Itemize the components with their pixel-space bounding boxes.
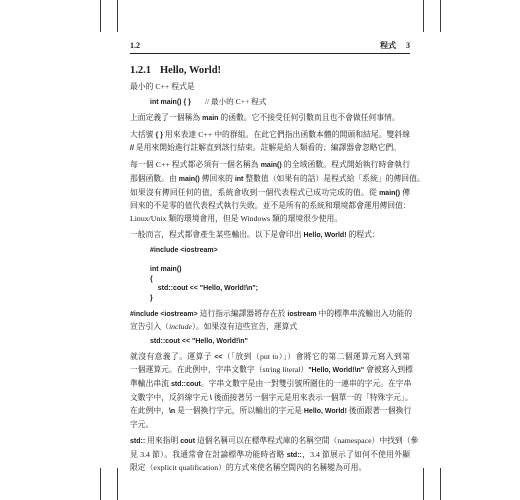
- body-text: [130, 81, 425, 475]
- code-group: [150, 337, 410, 347]
- paragraph-line: [130, 364, 413, 378]
- text-run: 宣告引入（: [130, 322, 169, 332]
- paragraph-line: [130, 392, 413, 406]
- paragraph-line: [130, 449, 410, 463]
- text-run: ）。如果沒有這些宣告，運算式: [191, 322, 298, 332]
- page-number: 3: [406, 41, 410, 50]
- paragraph: [130, 129, 410, 156]
- text-run: 就沒有意義了。運算子: [130, 351, 215, 361]
- text-run: 那個函數。由: [130, 174, 179, 184]
- section-heading: [130, 64, 410, 78]
- inline-code-term: <<: [214, 353, 223, 361]
- text-run: 。字串文數字是由一對雙引號所圍住的一連串的字元。在字串: [200, 379, 412, 389]
- paragraph-line: [130, 159, 410, 173]
- text-run: 的全域函數。程式開始執行時會執行: [281, 160, 410, 170]
- paragraph-line: [130, 351, 410, 365]
- text-run: 限定（explicit qualification）的方式來使名稱空間內的名稱變為可用。: [130, 463, 367, 473]
- paragraph-line: [130, 173, 425, 187]
- code-group: [150, 97, 410, 108]
- text-run: 的程式：: [346, 229, 380, 239]
- text-run: 每一個 C++ 程式都必須有一個名稱為: [130, 160, 261, 170]
- code-line: [150, 275, 410, 285]
- inline-code-term: Hello, World!: [303, 408, 347, 416]
- text-run: 後面接著另一個字元是用來表示一個單一的「特殊字元」。: [211, 392, 413, 402]
- crop-mark-top-left-inner: [117, 0, 118, 32]
- inline-code-term: int: [234, 176, 244, 184]
- crop-mark-bottom-left-outer: [100, 468, 101, 500]
- text-run: 如果沒有傳回任何的值，系統會收到一個代表程式已成功完成的值。從: [130, 187, 380, 197]
- text-run: 是一個換行字元，所以輸出的字元是: [175, 406, 304, 416]
- running-head: [130, 39, 410, 54]
- paragraph-line: [130, 419, 410, 432]
- text-run: 用來表達 C++ 中的群組。在此它們指出函數本體的開頭和結尾。雙斜線: [162, 129, 410, 139]
- code-listing: [150, 246, 410, 304]
- inline-code-term: #include <iostream>: [130, 310, 198, 318]
- code-text: std::cout << "Hello, World!\n";: [150, 285, 259, 293]
- paragraph-line: [130, 462, 410, 475]
- crop-mark-bottom-right-outer: [440, 468, 441, 500]
- code-comment: // 最小的 C++ 程式: [204, 97, 267, 107]
- crop-mark-bottom-left-inner: [117, 468, 118, 500]
- text-run: 見 3.4 節）。我通常會在討論標準功能時省略: [130, 449, 287, 459]
- text-run: 整數值（如果有的話）是程式給「系統」的傳回值。: [243, 174, 425, 184]
- inline-code-term: main(): [178, 176, 200, 184]
- section-number: 1.2.1: [130, 65, 151, 76]
- code-listing: [150, 337, 410, 347]
- paragraph: [130, 351, 413, 432]
- text-run: 這個名稱可以在標準程式庫的名稱空間（namespace）中找到（參: [195, 435, 419, 445]
- text-run: Linux/Unix 類的環境會用，但是 Windows 類的環境很少使用。: [130, 213, 343, 223]
- page-content: [130, 64, 425, 478]
- inline-code-term: iostream: [287, 310, 317, 318]
- inline-code-term: std::cout: [170, 381, 201, 389]
- text-run: 文數字中，反斜線字元: [130, 392, 210, 402]
- text-run: 最小的 C++ 程式是: [130, 82, 195, 91]
- text-run: 準輸出串流: [130, 379, 171, 389]
- text-run: 後面跟著一個換行: [346, 406, 412, 416]
- code-text: #include <iostream>: [150, 247, 218, 255]
- code-text: int main() { }: [150, 99, 191, 107]
- code-line: [150, 246, 410, 256]
- inline-code-term: main(): [260, 162, 282, 170]
- text-run: 傳回來的: [199, 174, 235, 184]
- inline-code-term: main: [202, 114, 219, 122]
- paragraph-line: [130, 187, 410, 201]
- text-run: 中的標準串流輸出入功能的: [316, 308, 413, 318]
- emphasis-term: include: [168, 322, 192, 332]
- inline-code-term: Hello, World!: [303, 231, 347, 239]
- text-run: 會被寫入到標: [364, 365, 413, 375]
- section-title: Hello, World!: [160, 65, 222, 76]
- code-text: int main(): [150, 266, 182, 274]
- paragraph: [130, 112, 410, 126]
- code-line: [150, 337, 410, 347]
- paragraph: [130, 308, 413, 334]
- paragraph-line: [130, 321, 410, 334]
- code-listing: [150, 97, 410, 108]
- text-run: （「放到（put to）」）會將它的第二個運算元寫入到第: [222, 351, 410, 361]
- text-run: 回來的不是零的值代表程式執行失敗。並不是所有的系統和環境都會運用傳回值：: [130, 201, 411, 211]
- code-line: [150, 284, 410, 294]
- paragraph-line: [130, 129, 410, 143]
- text-run: 字元。: [130, 419, 154, 429]
- inline-code-term: main(): [379, 189, 401, 197]
- paragraph-line: [130, 200, 410, 213]
- text-run: 大括號: [130, 129, 156, 139]
- text-run: 是用來開始進行註解直到該行結束。註解是給人類看的；編譯器會忽略它們。: [133, 143, 401, 153]
- text-run: 傳: [400, 187, 410, 197]
- inline-code-term: \: [209, 394, 212, 402]
- text-run: 這行指示編譯器將存在於: [197, 308, 288, 318]
- text-run: 用來指明: [145, 435, 181, 445]
- paragraph-line: [130, 308, 413, 322]
- text-run: 上面定義了一個稱為: [130, 112, 203, 122]
- code-text: {: [150, 275, 153, 283]
- code-line: [150, 294, 410, 304]
- inline-code-term: \n: [168, 408, 176, 416]
- running-head-section: 1.2: [130, 41, 140, 50]
- crop-mark-top-right-outer: [440, 0, 441, 32]
- paragraph-line: [130, 213, 410, 226]
- paragraph: [130, 159, 425, 225]
- crop-mark-top-left-outer: [100, 0, 101, 32]
- text-run: ，3.4 節展示了如何不使用外顯: [301, 449, 410, 459]
- paragraph-line: [130, 378, 410, 392]
- crop-mark-top-right-inner: [423, 0, 424, 32]
- running-head-right: [380, 40, 410, 52]
- text-run: 在此例中，: [130, 406, 169, 416]
- paragraph-line: [130, 112, 410, 126]
- paragraph-line: [130, 81, 410, 94]
- paragraph-line: [130, 435, 419, 449]
- inline-code-term: "Hello, World!\n": [308, 367, 365, 375]
- inline-code-term: { }: [155, 131, 163, 139]
- code-line: [150, 97, 410, 108]
- inline-code-term: //: [130, 145, 134, 153]
- inline-code-term: cout: [180, 437, 196, 445]
- paragraph-line: [130, 405, 410, 419]
- text-run: 的函數。它不接受任何引數而且也不會做任何事情。: [218, 112, 400, 122]
- running-head-chapter-title: 程式: [380, 41, 396, 50]
- code-group: [150, 246, 410, 256]
- text-run: 一個運算元。在此例中，字串文數字（string literal）: [130, 365, 309, 375]
- code-line: [150, 265, 410, 275]
- inline-code-term: std::: [130, 437, 146, 445]
- paragraph: [130, 81, 410, 94]
- code-text: std::cout << "Hello, World!\n": [150, 338, 248, 346]
- inline-code-term: std::: [286, 451, 302, 459]
- paragraph-line: [130, 142, 410, 156]
- code-text: }: [150, 295, 153, 302]
- text-run: 一般而言，程式都會產生某些輸出。以下是會印出: [130, 229, 304, 239]
- code-group: [150, 265, 410, 303]
- paragraph-line: [130, 229, 410, 243]
- paragraph: [130, 435, 419, 475]
- paragraph: [130, 229, 410, 243]
- crop-mark-bottom-right-inner: [423, 468, 424, 500]
